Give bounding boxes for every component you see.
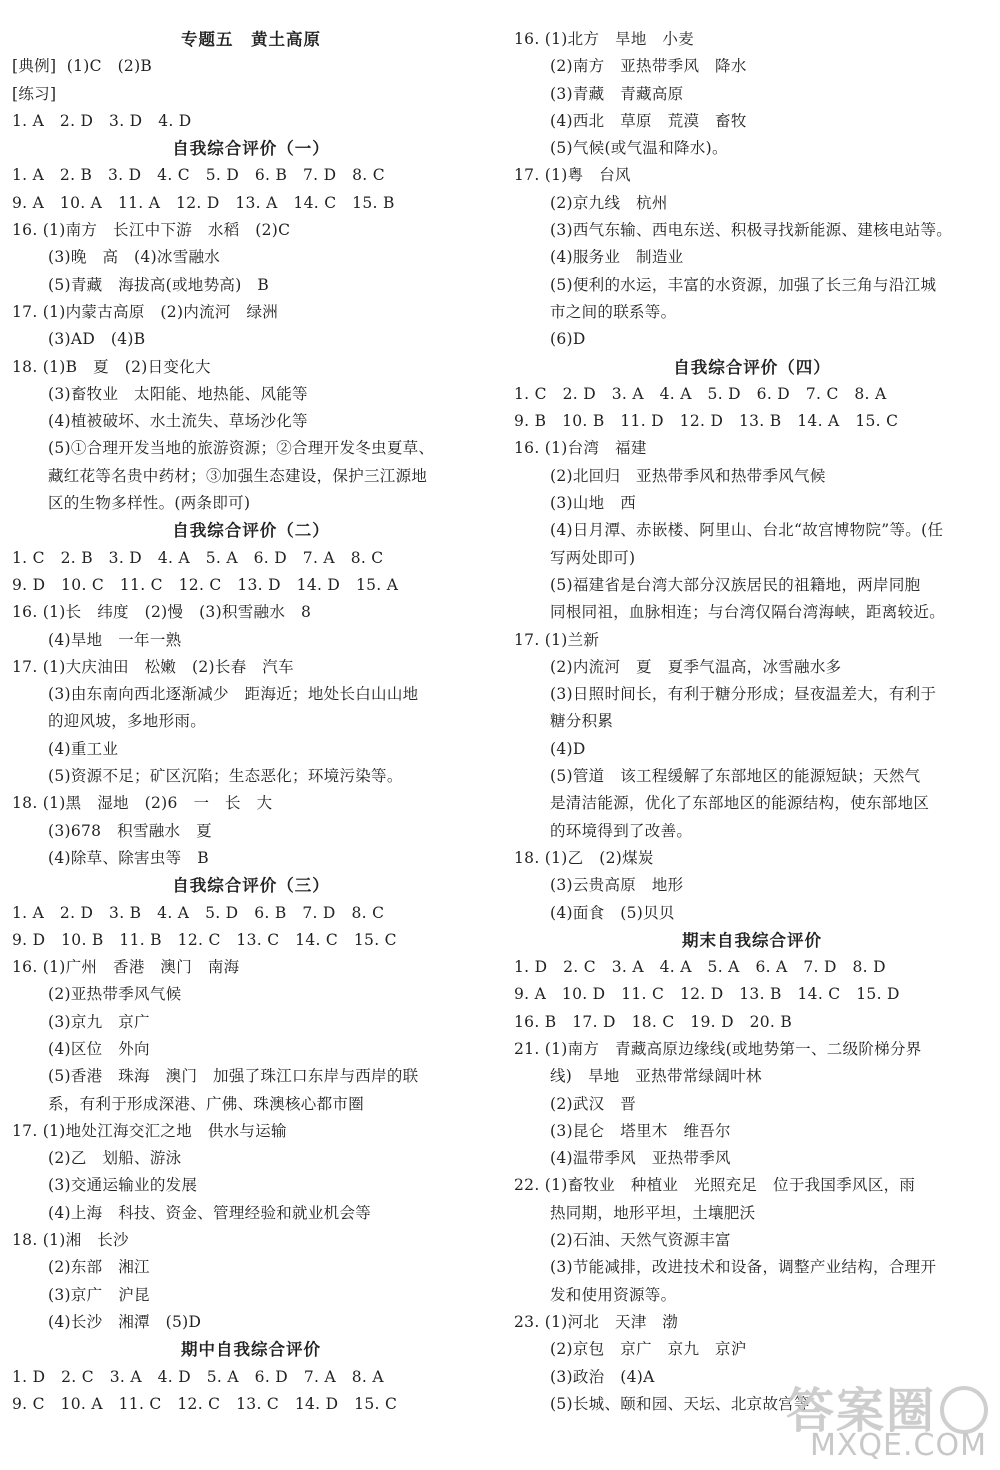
- answer-line: (5)福建省是台湾大部分汉族居民的祖籍地，两岸同胞: [550, 575, 921, 594]
- watermark-logo-text: 答案圈: [786, 1383, 937, 1439]
- right-column: [514, 26, 990, 1418]
- answer-line: (3)AD (4)B: [48, 330, 146, 349]
- answer-line: 的迎风坡，多地形雨。: [48, 712, 207, 731]
- answer-line: 17. (1)粤 台风: [514, 166, 631, 185]
- answer-line: (5)便利的水运，丰富的水资源，加强了长三角与沿江城: [550, 275, 937, 294]
- answer-line: (2)京包 京广 京九 京沪: [550, 1340, 747, 1359]
- answer-line: [典例] (1)C (2)B: [12, 57, 153, 76]
- answer-line: 线) 旱地 亚热带常绿阔叶林: [550, 1067, 762, 1086]
- answer-line: 18. (1)黑 湿地 (2)6 一 长 大: [12, 794, 273, 813]
- answer-line: 系，有利于形成深港、广佛、珠澳核心都市圈: [48, 1094, 365, 1113]
- answer-line: 藏红花等名贵中药材；③加强生态建设，保护三江源地: [48, 466, 428, 485]
- answer-line: 17. (1)地处江海交汇之地 供水与运输: [12, 1121, 287, 1140]
- answer-line: (4)植被破坏、水土流失、草场沙化等: [48, 412, 308, 431]
- answer-line: 1. D 2. C 3. A 4. D 5. A 6. D 7. A 8. A: [12, 1367, 384, 1386]
- answer-line: 热同期，地形平坦，土壤肥沃: [550, 1203, 756, 1222]
- answer-line: 16. (1)长 纬度 (2)慢 (3)积雪融水 8: [12, 603, 312, 622]
- answer-line: (5)青藏 海拔高(或地势高) B: [48, 275, 270, 294]
- answer-line: 糖分积累: [550, 712, 614, 731]
- answer-line: (3)畜牧业 太阳能、地热能、风能等: [48, 384, 308, 403]
- section-heading: 自我综合评价（二）: [172, 521, 330, 541]
- answer-line: 18. (1)湘 长沙: [12, 1231, 129, 1250]
- answer-line: 9. B 10. B 11. D 12. D 13. B 14. A 15. C: [514, 412, 899, 431]
- answer-line: (3)山地 西: [550, 494, 637, 513]
- answer-line: (4)重工业: [48, 739, 119, 758]
- watermark-circle-icon: [940, 1386, 988, 1434]
- section-heading: 专题五 黄土高原: [181, 30, 321, 49]
- section-heading: 期末自我综合评价: [682, 930, 822, 950]
- answer-line: 17. (1)内蒙古高原 (2)内流河 绿洲: [12, 302, 279, 321]
- answer-line: 1. A 2. D 3. D 4. D: [12, 111, 192, 130]
- answer-line: 17. (1)大庆油田 松嫩 (2)长春 汽车: [12, 657, 294, 676]
- answer-line: 17. (1)兰新: [514, 630, 600, 649]
- answer-line: (5)资源不足；矿区沉陷；生态恶化；环境污染等。: [48, 767, 403, 786]
- answer-line: 16. (1)北方 旱地 小麦: [514, 30, 695, 48]
- answer-line: (4)上海 科技、资金、管理经验和就业机会等: [48, 1203, 372, 1222]
- answer-line: 1. A 2. D 3. B 4. A 5. D 6. B 7. D 8. C: [12, 903, 385, 922]
- answer-line: 9. C 10. A 11. C 12. C 13. C 14. D 15. C: [12, 1394, 398, 1413]
- answer-line: (4)D: [550, 739, 586, 758]
- answer-line: (2)亚热带季风气候: [48, 985, 182, 1004]
- answer-line: (4)长沙 湘潭 (5)D: [48, 1312, 202, 1331]
- answer-line: 1. A 2. B 3. D 4. C 5. D 6. B 7. D 8. C: [12, 166, 385, 185]
- answer-line: 9. A 10. D 11. C 12. D 13. B 14. C 15. D: [514, 985, 900, 1004]
- section-heading: 自我综合评价（三）: [172, 876, 330, 896]
- answer-line: 9. D 10. C 11. C 12. C 13. D 14. D 15. A: [12, 575, 399, 594]
- answer-line: (3)云贵高原 地形: [550, 876, 684, 895]
- answer-line: 23. (1)河北 天津 渤: [514, 1312, 679, 1331]
- answer-line: 写两处即可): [550, 548, 636, 567]
- section-heading: 期中自我综合评价: [181, 1340, 321, 1360]
- answer-line: (3)西气东输、西电东送、积极寻找新能源、建核电站等。: [550, 221, 953, 240]
- answer-line: (3)678 积雪融水 夏: [48, 821, 212, 840]
- section-heading: 自我综合评价（四）: [673, 357, 831, 377]
- answer-line: 22. (1)畜牧业 种植业 光照充足 位于我国季风区，雨: [514, 1176, 916, 1195]
- answer-line: (3)昆仑 塔里木 维吾尔: [550, 1121, 731, 1140]
- answer-line: (2)武汉 晋: [550, 1094, 637, 1113]
- answer-line: 18. (1)乙 (2)煤炭: [514, 848, 654, 867]
- answer-line: 21. (1)南方 青藏高原边缘线(或地势第一、二级阶梯分界: [514, 1039, 922, 1058]
- answer-line: 16. (1)南方 长江中下游 水稻 (2)C: [12, 221, 291, 240]
- answer-line: (4)区位 外向: [48, 1039, 150, 1058]
- answer-line: (4)西北 草原 荒漠 畜牧: [550, 111, 747, 130]
- watermark-url: MXQE.COM: [810, 1428, 987, 1463]
- answer-line: (6)D: [550, 330, 586, 349]
- answer-line: (3)京广 沪昆: [48, 1285, 150, 1304]
- answer-line: (5)①合理开发当地的旅游资源；②合理开发冬虫夏草、: [48, 439, 435, 458]
- answer-line: (4)服务业 制造业: [550, 248, 684, 267]
- answer-line: (3)晚 高 (4)冰雪融水: [48, 248, 221, 267]
- answer-line: (2)南方 亚热带季风 降水: [550, 57, 747, 76]
- answer-line: (2)东部 湘江: [48, 1258, 150, 1277]
- answer-line: (2)石油、天然气资源丰富: [550, 1231, 731, 1250]
- answer-line: 1. C 2. B 3. D 4. A 5. A 6. D 7. A 8. C: [12, 548, 384, 567]
- answer-line: (3)交通运输业的发展: [48, 1176, 198, 1195]
- answer-line: (3)京九 京广: [48, 1012, 150, 1031]
- answer-line: 16. (1)广州 香港 澳门 南海: [12, 958, 240, 977]
- answer-line: 1. C 2. D 3. A 4. A 5. D 6. D 7. C 8. A: [514, 384, 887, 403]
- answer-line: 同根同祖，血脉相连；与台湾仅隔台湾海峡，距离较近。: [550, 603, 946, 622]
- answer-line: 的环境得到了改善。: [550, 821, 693, 840]
- answer-line: (3)政治 (4)A: [550, 1367, 655, 1386]
- answer-line: (3)青藏 青藏高原: [550, 84, 684, 103]
- answer-line: (4)除草、除害虫等 B: [48, 848, 209, 867]
- answer-line: (2)内流河 夏 夏季气温高，冰雪融水多: [550, 657, 842, 676]
- answer-line: (4)日月潭、赤嵌楼、阿里山、台北“故宫博物院”等。(任: [550, 521, 944, 540]
- answer-line: 16. (1)台湾 福建: [514, 439, 647, 458]
- answer-line: (3)日照时间长，有利于糖分形成；昼夜温差大，有利于: [550, 685, 937, 704]
- answer-line: (3)由东南向西北逐渐减少 距海近；地处长白山山地: [48, 685, 419, 704]
- answer-line: 9. D 10. B 11. B 12. C 13. C 14. C 15. C: [12, 930, 397, 949]
- answer-line: (5)长城、颐和园、天坛、北京故宫等: [550, 1394, 810, 1413]
- answer-line: (2)京九线 杭州: [550, 193, 668, 212]
- answer-line: (4)温带季风 亚热带季风: [550, 1149, 731, 1168]
- answer-line: 18. (1)B 夏 (2)日变化大: [12, 357, 211, 376]
- answer-line: (5)气候(或气温和降水)。: [550, 139, 728, 158]
- answer-line: 是清洁能源，优化了东部地区的能源结构，使东部地区: [550, 794, 930, 813]
- answer-line: (2)北回归 亚热带季风和热带季风气候: [550, 466, 826, 485]
- answer-line: 1. D 2. C 3. A 4. A 5. A 6. A 7. D 8. D: [514, 958, 886, 977]
- answer-line: (4)面食 (5)贝贝: [550, 903, 675, 922]
- watermark: [740, 1372, 990, 1464]
- answer-line: 市之间的联系等。: [550, 302, 677, 321]
- answer-line: (3)节能减排，改进技术和设备，调整产业结构，合理开: [550, 1258, 937, 1277]
- answer-line: (5)管道 该工程缓解了东部地区的能源短缺；天然气: [550, 767, 921, 786]
- answer-line: 16. B 17. D 18. C 19. D 20. B: [514, 1012, 793, 1031]
- answer-line: [练习]: [12, 84, 57, 103]
- left-column: [12, 26, 490, 1418]
- answer-line: (5)香港 珠海 澳门 加强了珠江口东岸与西岸的联: [48, 1067, 419, 1086]
- answer-line: 区的生物多样性。(两条即可): [48, 494, 251, 513]
- answer-line: 9. A 10. A 11. A 12. D 13. A 14. C 15. B: [12, 193, 395, 212]
- answer-line: (2)乙 划船、游泳: [48, 1149, 182, 1168]
- answer-line: (4)旱地 一年一熟: [48, 630, 182, 649]
- section-heading: 自我综合评价（一）: [172, 139, 330, 159]
- answer-line: 发和使用资源等。: [550, 1285, 677, 1304]
